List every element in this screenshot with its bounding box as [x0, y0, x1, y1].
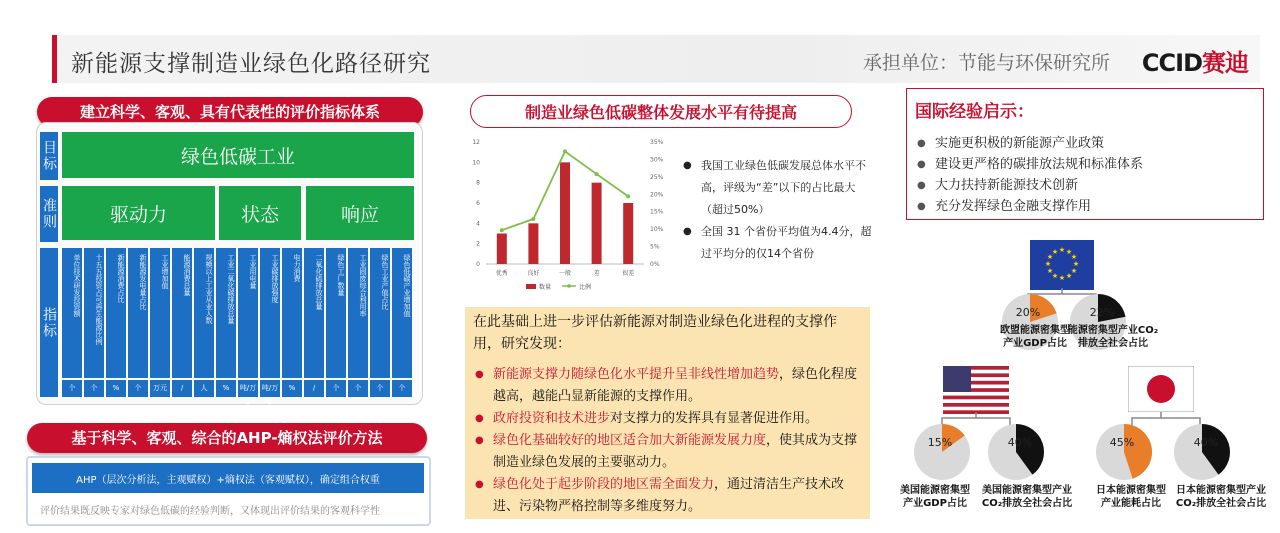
indicator-item: 十五五投资占可再生能源比例	[84, 248, 104, 378]
legend-bar-label: 数量	[539, 284, 552, 291]
organization-label: 承担单位：节能与环保研究所	[862, 52, 1110, 74]
pie-chart	[912, 422, 972, 482]
pie-caption: 能源密集型产业CO₂ 排放全社会占比	[1067, 325, 1159, 349]
bar	[528, 223, 538, 264]
pie-caption: 日本能源密集型产业 CO₂排放全社会占比	[1175, 485, 1267, 509]
experience-item: ● 实施更积极的新能源产业政策	[917, 133, 1143, 154]
indicator-item: 电力消费	[282, 248, 302, 378]
y-tick-label: 8	[476, 179, 480, 187]
target-label: 目标	[40, 132, 58, 180]
indicator-system-heading: 建立科学、客观、具有代表性的评价指标体系	[37, 97, 423, 127]
y-tick-label: 2	[476, 240, 480, 248]
pie-caption: 美国能源密集型 产业GDP占比	[900, 485, 970, 509]
x-tick-label: 差	[593, 270, 600, 277]
page-title: 新能源支撑制造业绿色化路径研究	[71, 51, 431, 77]
pie-chart	[1172, 422, 1232, 482]
y2-tick-label: 30%	[650, 156, 664, 164]
y2-tick-label: 5%	[650, 243, 660, 251]
y-tick-label: 0	[476, 261, 480, 268]
indicator-unit: 吨/万元	[260, 380, 280, 397]
pie-percent-label: 45%	[1109, 436, 1135, 449]
pie-percent-label: 20%	[1015, 306, 1041, 319]
indicator-item: 单位技术研发投资额	[62, 248, 82, 378]
x-tick-label: 优秀	[495, 270, 508, 277]
indicator-item: 工业固废综合利用率	[348, 248, 368, 378]
experience-item: ● 充分发挥绿色金融支撑作用	[917, 196, 1143, 217]
y2-tick-label: 35%	[650, 139, 664, 146]
y-tick-label: 4	[476, 220, 480, 228]
criteria-driving: 驱动力	[62, 186, 215, 240]
page-header	[52, 35, 1260, 83]
legend-line-dot	[567, 284, 571, 288]
svg-text:★: ★	[1058, 274, 1066, 282]
svg-text:★: ★	[1065, 272, 1073, 280]
target-box: 绿色低碳工业	[62, 132, 414, 178]
indicator-item: 工业碳排放强度	[260, 248, 280, 378]
indicator-unit: 个	[348, 380, 368, 397]
pie-caption: 欧盟能源密集型 产业GDP占比	[1000, 325, 1070, 349]
indicator-unit: 个	[370, 380, 390, 397]
legend-bar-swatch	[526, 284, 536, 289]
svg-text:★: ★	[1044, 260, 1052, 268]
indicator-item: 能源消费总量	[172, 248, 192, 378]
bar	[497, 234, 507, 265]
chart-heading: 制造业绿色低碳整体发展水平有待提高	[470, 95, 852, 128]
bar	[623, 203, 633, 264]
x-tick-label: 一般	[558, 270, 572, 277]
eu-flag-icon	[1030, 240, 1094, 290]
international-experience-panel	[906, 88, 1264, 220]
us-flag-icon	[943, 366, 1009, 414]
pie-caption: 美国能源密集型产业 CO₂排放全社会占比	[981, 485, 1073, 509]
svg-text:★: ★	[1051, 272, 1059, 280]
bar	[560, 162, 570, 264]
indicator-unit: 人	[194, 380, 214, 397]
indicator-item: 绿色工业产值占比	[370, 248, 390, 378]
green-level-chart	[464, 134, 674, 298]
x-tick-label: 良好	[527, 270, 540, 277]
svg-text:★: ★	[1046, 253, 1054, 261]
indicator-unit: /	[304, 380, 324, 397]
indicator-item: 二氧化硫排放总量	[304, 248, 324, 378]
pie-caption: 日本能源密集型 产业能耗占比	[1096, 485, 1166, 509]
indicator-item: 新能源发电量占比	[128, 248, 148, 378]
y-tick-label: 12	[472, 139, 480, 146]
chart-findings-list	[683, 155, 873, 265]
finding-item: ● 绿色化处于起步阶段的地区需全面发力，通过清洁生产技术改进、污染物严格控制等多维度努力。	[473, 474, 865, 518]
indicator-item: 绿色低碳产业增加值	[392, 248, 412, 378]
indicator-item: 工业用电量	[238, 248, 258, 378]
indicator-unit: %	[216, 380, 236, 397]
indicator-unit: %	[106, 380, 126, 397]
svg-text:★: ★	[1070, 253, 1078, 261]
y2-tick-label: 0%	[650, 261, 660, 268]
y-tick-label: 6	[476, 200, 480, 207]
japan-flag-icon	[1128, 366, 1194, 412]
indicator-unit: 万元	[150, 380, 170, 397]
pie-percent-label: 22%	[1089, 306, 1115, 319]
ahp-method-note: 评价结果既反映专家对绿色低碳的经验判断，又体现出评价结果的客观科学性	[40, 506, 380, 517]
ratio-point	[531, 217, 535, 221]
pie-chart	[1094, 422, 1154, 482]
svg-text:★: ★	[1070, 267, 1078, 275]
svg-text:★: ★	[1051, 248, 1059, 256]
svg-text:★: ★	[1046, 267, 1054, 275]
x-tick-label: 很差	[622, 270, 635, 277]
pie-chart	[986, 422, 1046, 482]
ratio-point	[595, 172, 599, 176]
chart-finding: ● 我国工业绿色低碳发展总体水平不高，评级为“差”以下的占比最大（超过50%）	[683, 155, 873, 221]
y2-tick-label: 20%	[650, 191, 664, 199]
y-tick-label: 10	[472, 159, 480, 167]
indicator-unit: /	[172, 380, 192, 397]
findings-intro: 在此基础上进一步评估新能源对制造业绿色化进程的支撑作用，研究发现：	[473, 314, 837, 352]
chart-finding: ● 全国 31 个省份平均值为4.4分，超过平均分的仅14个省份	[683, 221, 873, 265]
y2-tick-label: 10%	[650, 226, 664, 234]
indicator-unit: 个	[62, 380, 82, 397]
criteria-state: 状态	[219, 186, 301, 240]
ahp-method-heading: 基于科学、客观、综合的AHP-熵权法评价方法	[27, 423, 427, 453]
indicator-unit: 个	[84, 380, 104, 397]
indicator-unit: 个	[392, 380, 412, 397]
indicator-unit: 个	[128, 380, 148, 397]
ccid-logo: CCID赛迪	[1141, 49, 1248, 77]
ahp-method-description: AHP（层次分析法，主观赋权）+熵权法（客观赋权），确定组合权重	[32, 463, 424, 493]
criteria-response: 响应	[306, 186, 414, 240]
finding-item: ● 政府投资和技术进步对支撑力的发挥具有显著促进作用。	[473, 408, 865, 430]
criteria-label: 准则	[40, 186, 58, 242]
ratio-point	[626, 194, 630, 198]
indicator-item: 工业增加值	[150, 248, 170, 378]
indicator-item: 新能源消费占比	[106, 248, 126, 378]
pie-percent-label: 15%	[927, 436, 953, 449]
pie-percent-label: 40%	[1007, 436, 1033, 449]
indicator-item: 工业二氧化碳排放总量	[216, 248, 236, 378]
finding-item: ● 绿色化基础较好的地区适合加大新能源发展力度，使其成为支撑制造业绿色发展的主要驱动力。	[473, 430, 865, 474]
indicator-unit: 吨/万元	[238, 380, 258, 397]
svg-text:★: ★	[1072, 260, 1080, 268]
indicator-label: 指标	[40, 248, 58, 397]
svg-text:★: ★	[1058, 246, 1066, 254]
pie-percent-label: 40%	[1193, 436, 1219, 449]
y2-tick-label: 25%	[650, 173, 664, 181]
experience-item: ● 建设更严格的碳排放法规和标准体系	[917, 154, 1143, 175]
finding-item: ● 新能源支撑力随绿色化水平提升呈非线性增加趋势，绿色化程度越高，越能凸显新能源的支撑作用。	[473, 364, 865, 408]
legend-line-label: 比例	[579, 284, 592, 291]
experience-item: ● 大力扶持新能源技术创新	[917, 175, 1143, 196]
svg-text:★: ★	[1065, 248, 1073, 256]
indicator-item: 规模以上工业从业人数	[194, 248, 214, 378]
bar	[592, 183, 602, 264]
indicator-item: 绿色工厂数量	[326, 248, 346, 378]
indicator-unit: 个	[326, 380, 346, 397]
international-heading: 国际经验启示：	[915, 102, 1034, 122]
ratio-point	[500, 228, 504, 232]
indicator-unit: %	[282, 380, 302, 397]
y2-tick-label: 15%	[650, 208, 664, 216]
ratio-point	[563, 149, 567, 153]
findings-panel	[465, 307, 870, 519]
